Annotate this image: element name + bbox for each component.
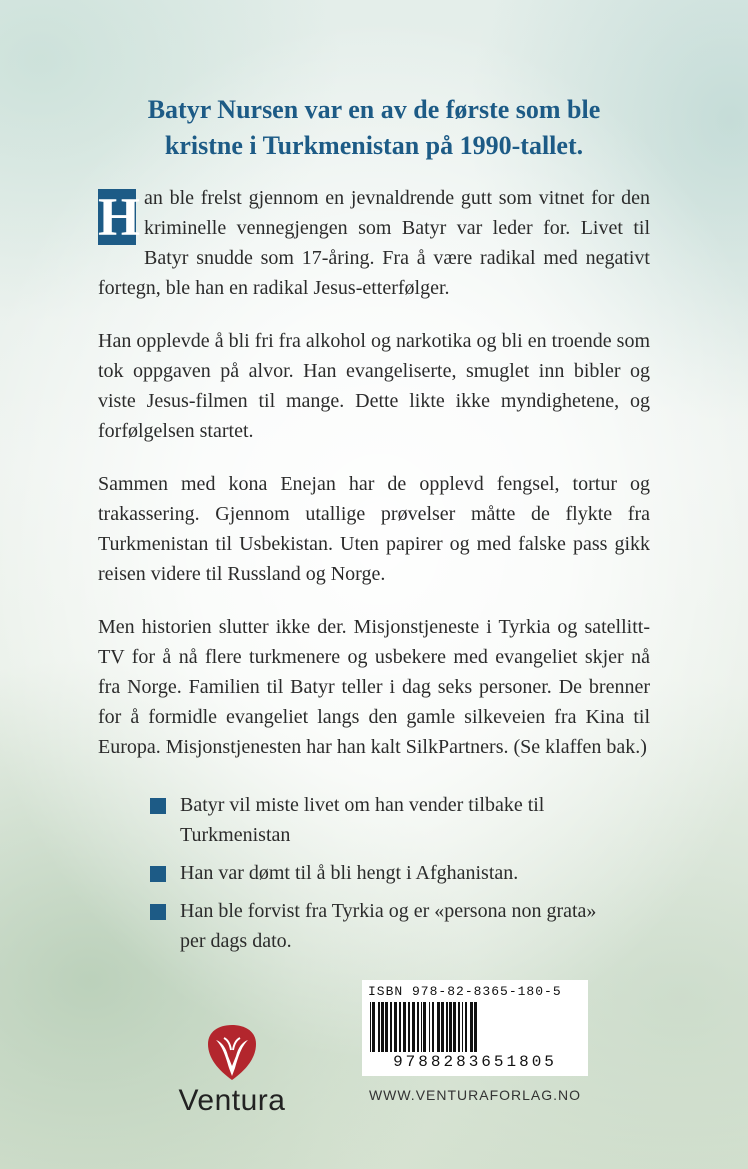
barcode-bars <box>368 1002 582 1052</box>
back-cover-headline <box>80 92 668 164</box>
list-item <box>150 896 620 956</box>
paragraph-3: Sammen med kona Enejan har de opplevd fengsel, tortur og trakassering. Gjennom utallige prøvelser måtte de flykte fra Turkmenistan til Usbekistan. Uten papirer og med falske pass gikk reisen videre til Russland og Norge. <box>98 473 650 585</box>
drop-cap: H <box>98 187 141 247</box>
paragraph-1 <box>98 183 650 303</box>
blurb-body <box>98 183 650 785</box>
square-bullet-icon <box>150 866 166 882</box>
publisher-logo <box>172 1020 292 1130</box>
isbn-label: ISBN 978-82-8365-180-5 <box>368 984 562 999</box>
highlights-list <box>150 790 620 964</box>
paragraph-2: Han opplevde å bli fri fra alkohol og narkotika og bli en troende som tok oppgaven på alvor. Han evangeliserte, smuglet inn bibler og viste Jesus-filmen til mange. Dette likte ikke myndighetene, og forfølgelsen startet. <box>98 330 650 442</box>
bullet-text: Han var dømt til å bli hengt i Afghanistan. <box>180 862 519 884</box>
barcode-digits: 9788283651805 <box>393 1053 557 1071</box>
ventura-v-logo-icon <box>204 1022 260 1084</box>
headline-line-2: kristne i Turkmenistan på 1990-tallet. <box>164 131 584 160</box>
paragraph-4: Men historien slutter ikke der. Misjonstjeneste i Tyrkia og satellitt-TV for å nå flere turkmenere og usbekere med evangeliet skjer nå fra Norge. Familien til Batyr teller i dag seks personer. De brenner for å formidle evangeliet langs den gamle silkeveien fra Kina til Europa. Misjonstjenesten har han kalt SilkPartners. (Se klaffen bak.) <box>98 616 650 758</box>
bullet-text: Batyr vil miste livet om han vender tilbake til Turkmenistan <box>180 794 545 846</box>
paragraph-1-text: an ble frelst gjennom en jevnaldrende gutt som vitnet for den kriminelle vennegjengen som Batyr var leder for. Livet til Batyr snudde som 17-åring. Fra å være radikal med negativt fortegn, ble han en radikal Jesus-etterfølger. <box>98 187 650 299</box>
square-bullet-icon <box>150 904 166 920</box>
list-item <box>150 790 620 850</box>
list-item <box>150 858 620 888</box>
square-bullet-icon <box>150 798 166 814</box>
publisher-name: Ventura <box>178 1084 286 1117</box>
isbn-barcode <box>362 980 588 1076</box>
publisher-website: WWW.VENTURAFORLAG.NO <box>368 1087 582 1103</box>
bullet-text: Han ble forvist fra Tyrkia og er «persona non grata» per dags dato. <box>180 900 597 952</box>
headline-line-1: Batyr Nursen var en av de første som ble <box>147 95 601 124</box>
